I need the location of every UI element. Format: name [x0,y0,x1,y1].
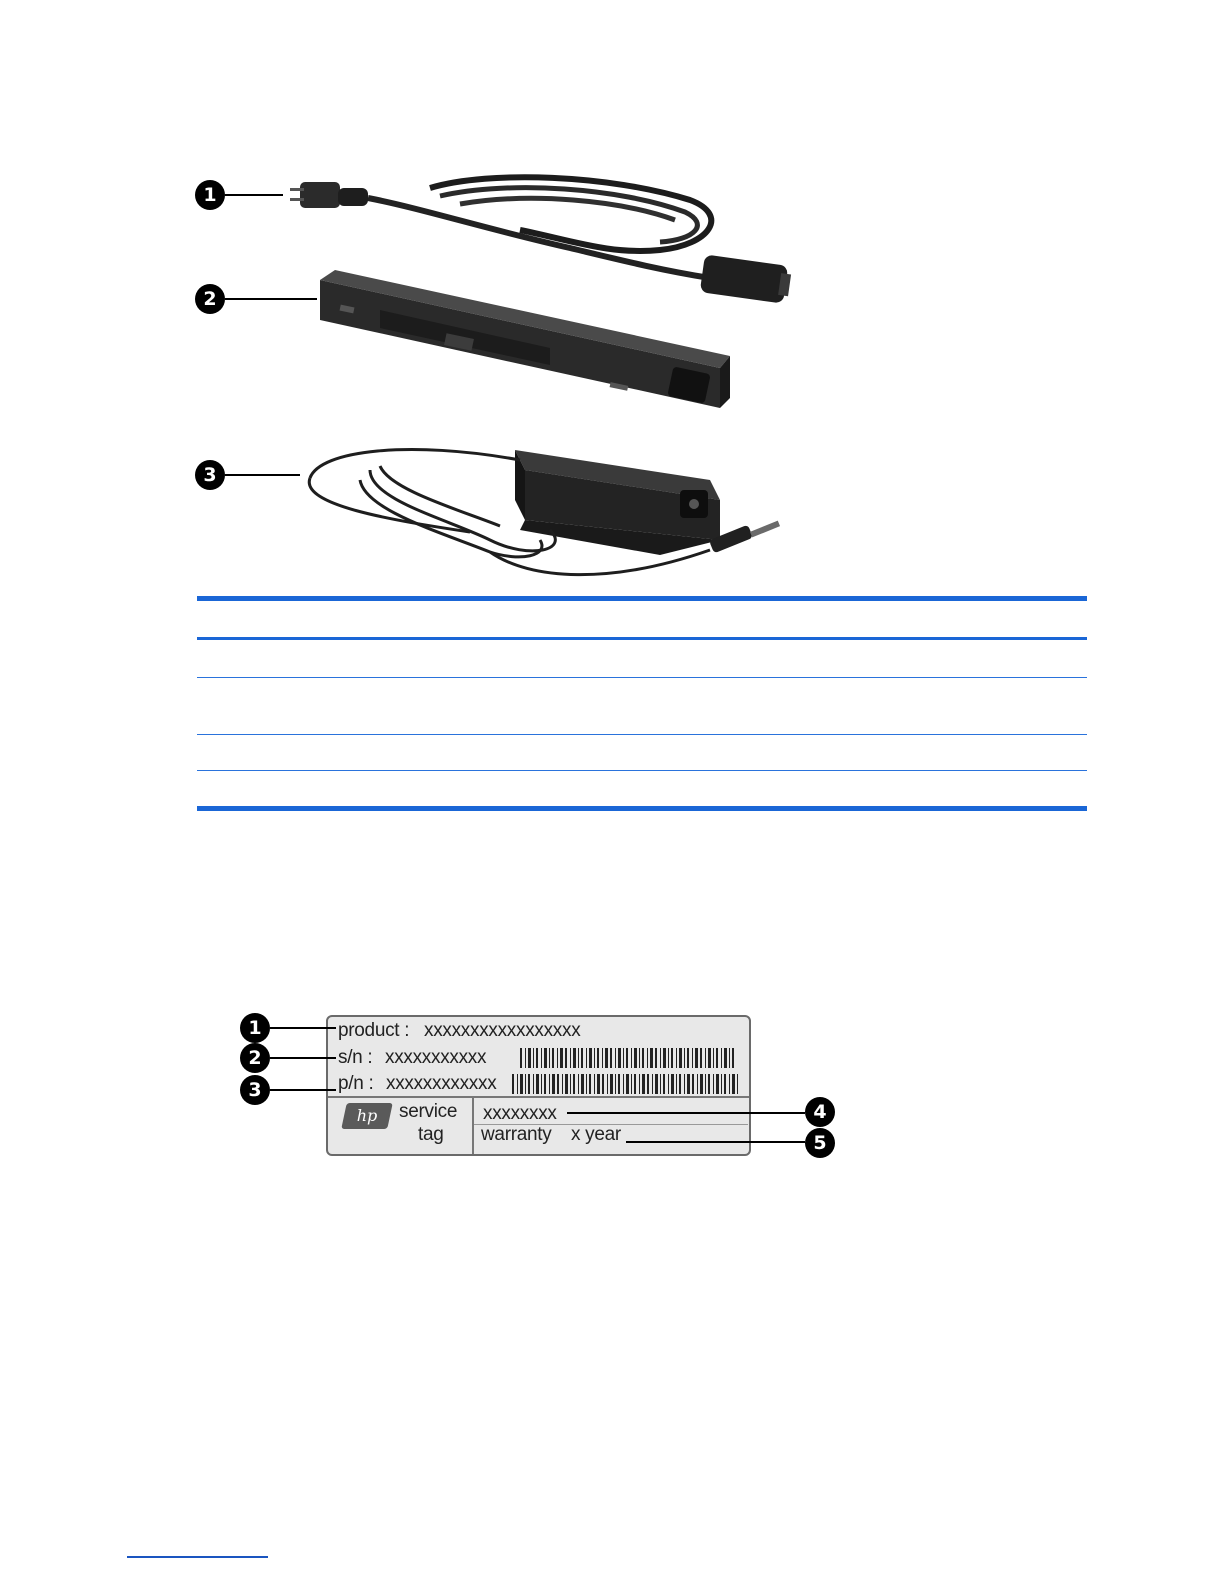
warranty-period: x year [571,1124,621,1145]
table-row-divider [197,677,1087,678]
components-figure [190,160,810,600]
serial-number-barcode [520,1048,735,1068]
battery-image [320,270,730,408]
part-number-barcode [512,1074,742,1094]
leader-line-4 [567,1112,805,1114]
callout-2: 2 [195,284,225,314]
callout-5: 5 [805,1128,835,1158]
components-illustration [190,160,810,600]
footer-rule [127,1556,268,1558]
leader-line-1 [270,1027,336,1029]
product-label: product : [338,1020,410,1041]
table-header-rule [197,637,1087,640]
leader-line-2 [270,1057,336,1059]
service-tag-title-line1: service [399,1101,458,1122]
table-bottom-rule [197,806,1087,811]
service-tag-number: xxxxxxxx [483,1103,557,1124]
serial-number-label: s/n : [338,1047,373,1068]
ac-adapter-image [309,450,780,575]
table-row-divider [197,734,1087,735]
warranty-label: warranty [481,1124,552,1145]
callout-4: 4 [805,1097,835,1127]
product-value: xxxxxxxxxxxxxxxxx [424,1020,581,1041]
callout-2: 2 [240,1043,270,1073]
table-row-divider [197,770,1087,771]
label-horizontal-divider [328,1096,749,1098]
label-vertical-divider [472,1097,474,1154]
serial-number-value: xxxxxxxxxxx [385,1047,487,1068]
service-tag-figure [240,1012,840,1162]
callout-3: 3 [195,460,225,490]
leader-line-3 [270,1089,336,1091]
callout-3: 3 [240,1075,270,1105]
hp-logo [341,1103,393,1129]
hp-logo-text: hp [356,1106,378,1125]
service-tag-title-line2: tag [418,1124,444,1145]
callout-1: 1 [240,1013,270,1043]
part-number-value: xxxxxxxxxxxx [386,1073,497,1094]
leader-line-5 [626,1141,805,1143]
part-number-label: p/n : [338,1073,374,1094]
callout-1: 1 [195,180,225,210]
